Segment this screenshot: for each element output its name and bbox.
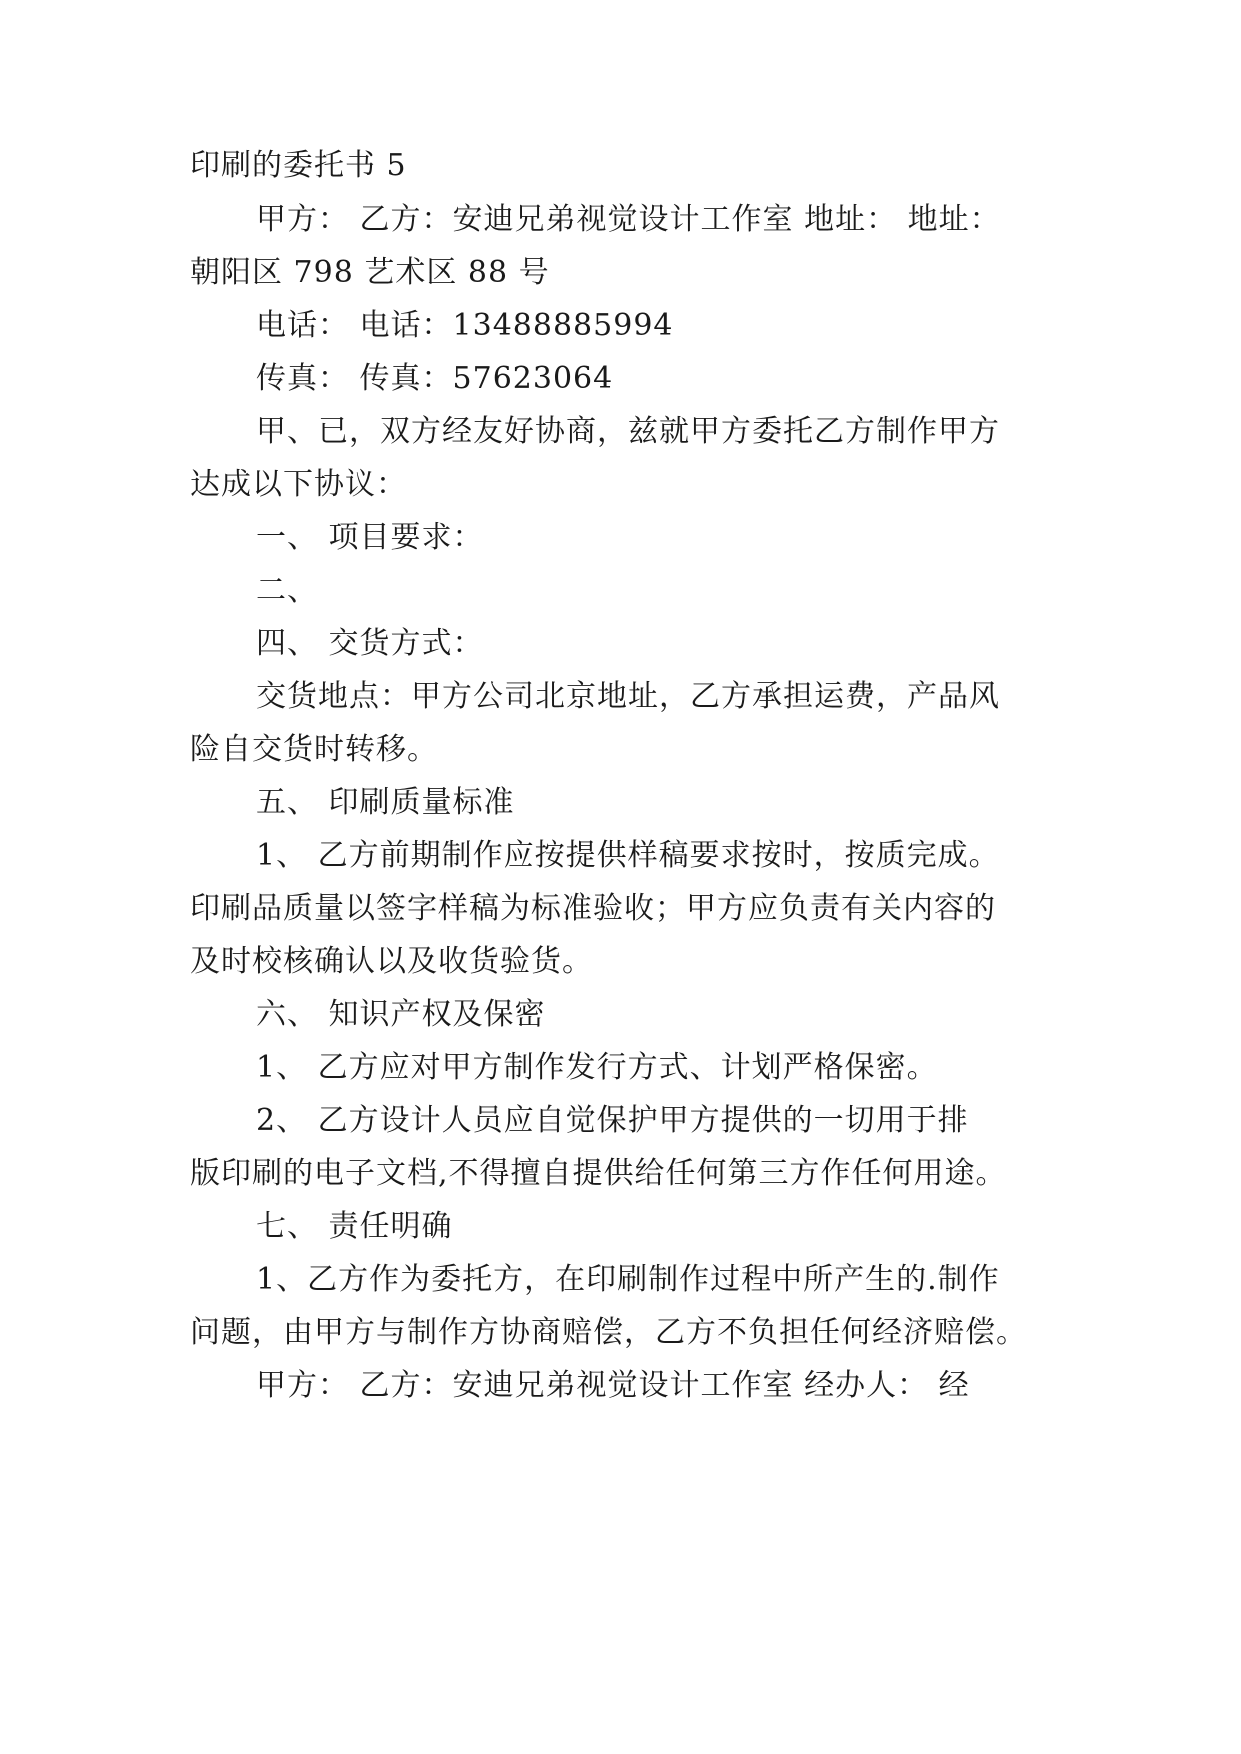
paragraph-line: 印刷品质量以签字样稿为标准验收；甲方应负责有关内容的 xyxy=(190,891,996,926)
signature-line: 甲方： 乙方：安迪兄弟视觉设计工作室 经办人： 经 xyxy=(256,1368,970,1403)
agreement-intro: 甲、已，双方经友好协商，兹就甲方委托乙方制作甲方 xyxy=(256,414,1000,449)
paragraph-line: 及时校核确认以及收货验货。 xyxy=(190,944,593,979)
section-heading: 一、 项目要求： xyxy=(256,520,484,555)
paragraph-line: 交货地点：甲方公司北京地址，乙方承担运费，产品风 xyxy=(256,679,1000,714)
paragraph-line: 问题，由甲方与制作方协商赔偿，乙方不负担任何经济赔偿。 xyxy=(190,1315,1027,1350)
paragraph-line: 1、 乙方应对甲方制作发行方式、计划严格保密。 xyxy=(256,1050,938,1085)
document-title: 印刷的委托书 5 xyxy=(190,148,407,183)
address-continuation: 朝阳区 798 艺术区 88 号 xyxy=(190,255,550,290)
party-address-line: 甲方： 乙方：安迪兄弟视觉设计工作室 地址： 地址： xyxy=(256,202,1001,237)
section-heading: 四、 交货方式： xyxy=(256,626,484,661)
paragraph-line: 险自交货时转移。 xyxy=(190,732,438,767)
paragraph-line: 2、 乙方设计人员应自觉保护甲方提供的一切用于排 xyxy=(256,1103,969,1138)
phone-line: 电话： 电话：13488885994 xyxy=(256,308,674,343)
section-heading: 六、 知识产权及保密 xyxy=(256,997,546,1032)
paragraph-line: 1、 乙方前期制作应按提供样稿要求按时，按质完成。 xyxy=(256,838,1000,873)
agreement-intro-continuation: 达成以下协议： xyxy=(190,467,407,502)
section-heading: 二、 xyxy=(256,573,318,608)
fax-line: 传真： 传真：57623064 xyxy=(256,361,614,396)
section-heading: 五、 印刷质量标准 xyxy=(256,785,515,820)
paragraph-line: 1、乙方作为委托方，在印刷制作过程中所产生的.制作 xyxy=(256,1262,1000,1297)
section-heading: 七、 责任明确 xyxy=(256,1209,453,1244)
paragraph-line: 版印刷的电子文档,不得擅自提供给任何第三方作任何用途。 xyxy=(190,1156,1007,1191)
